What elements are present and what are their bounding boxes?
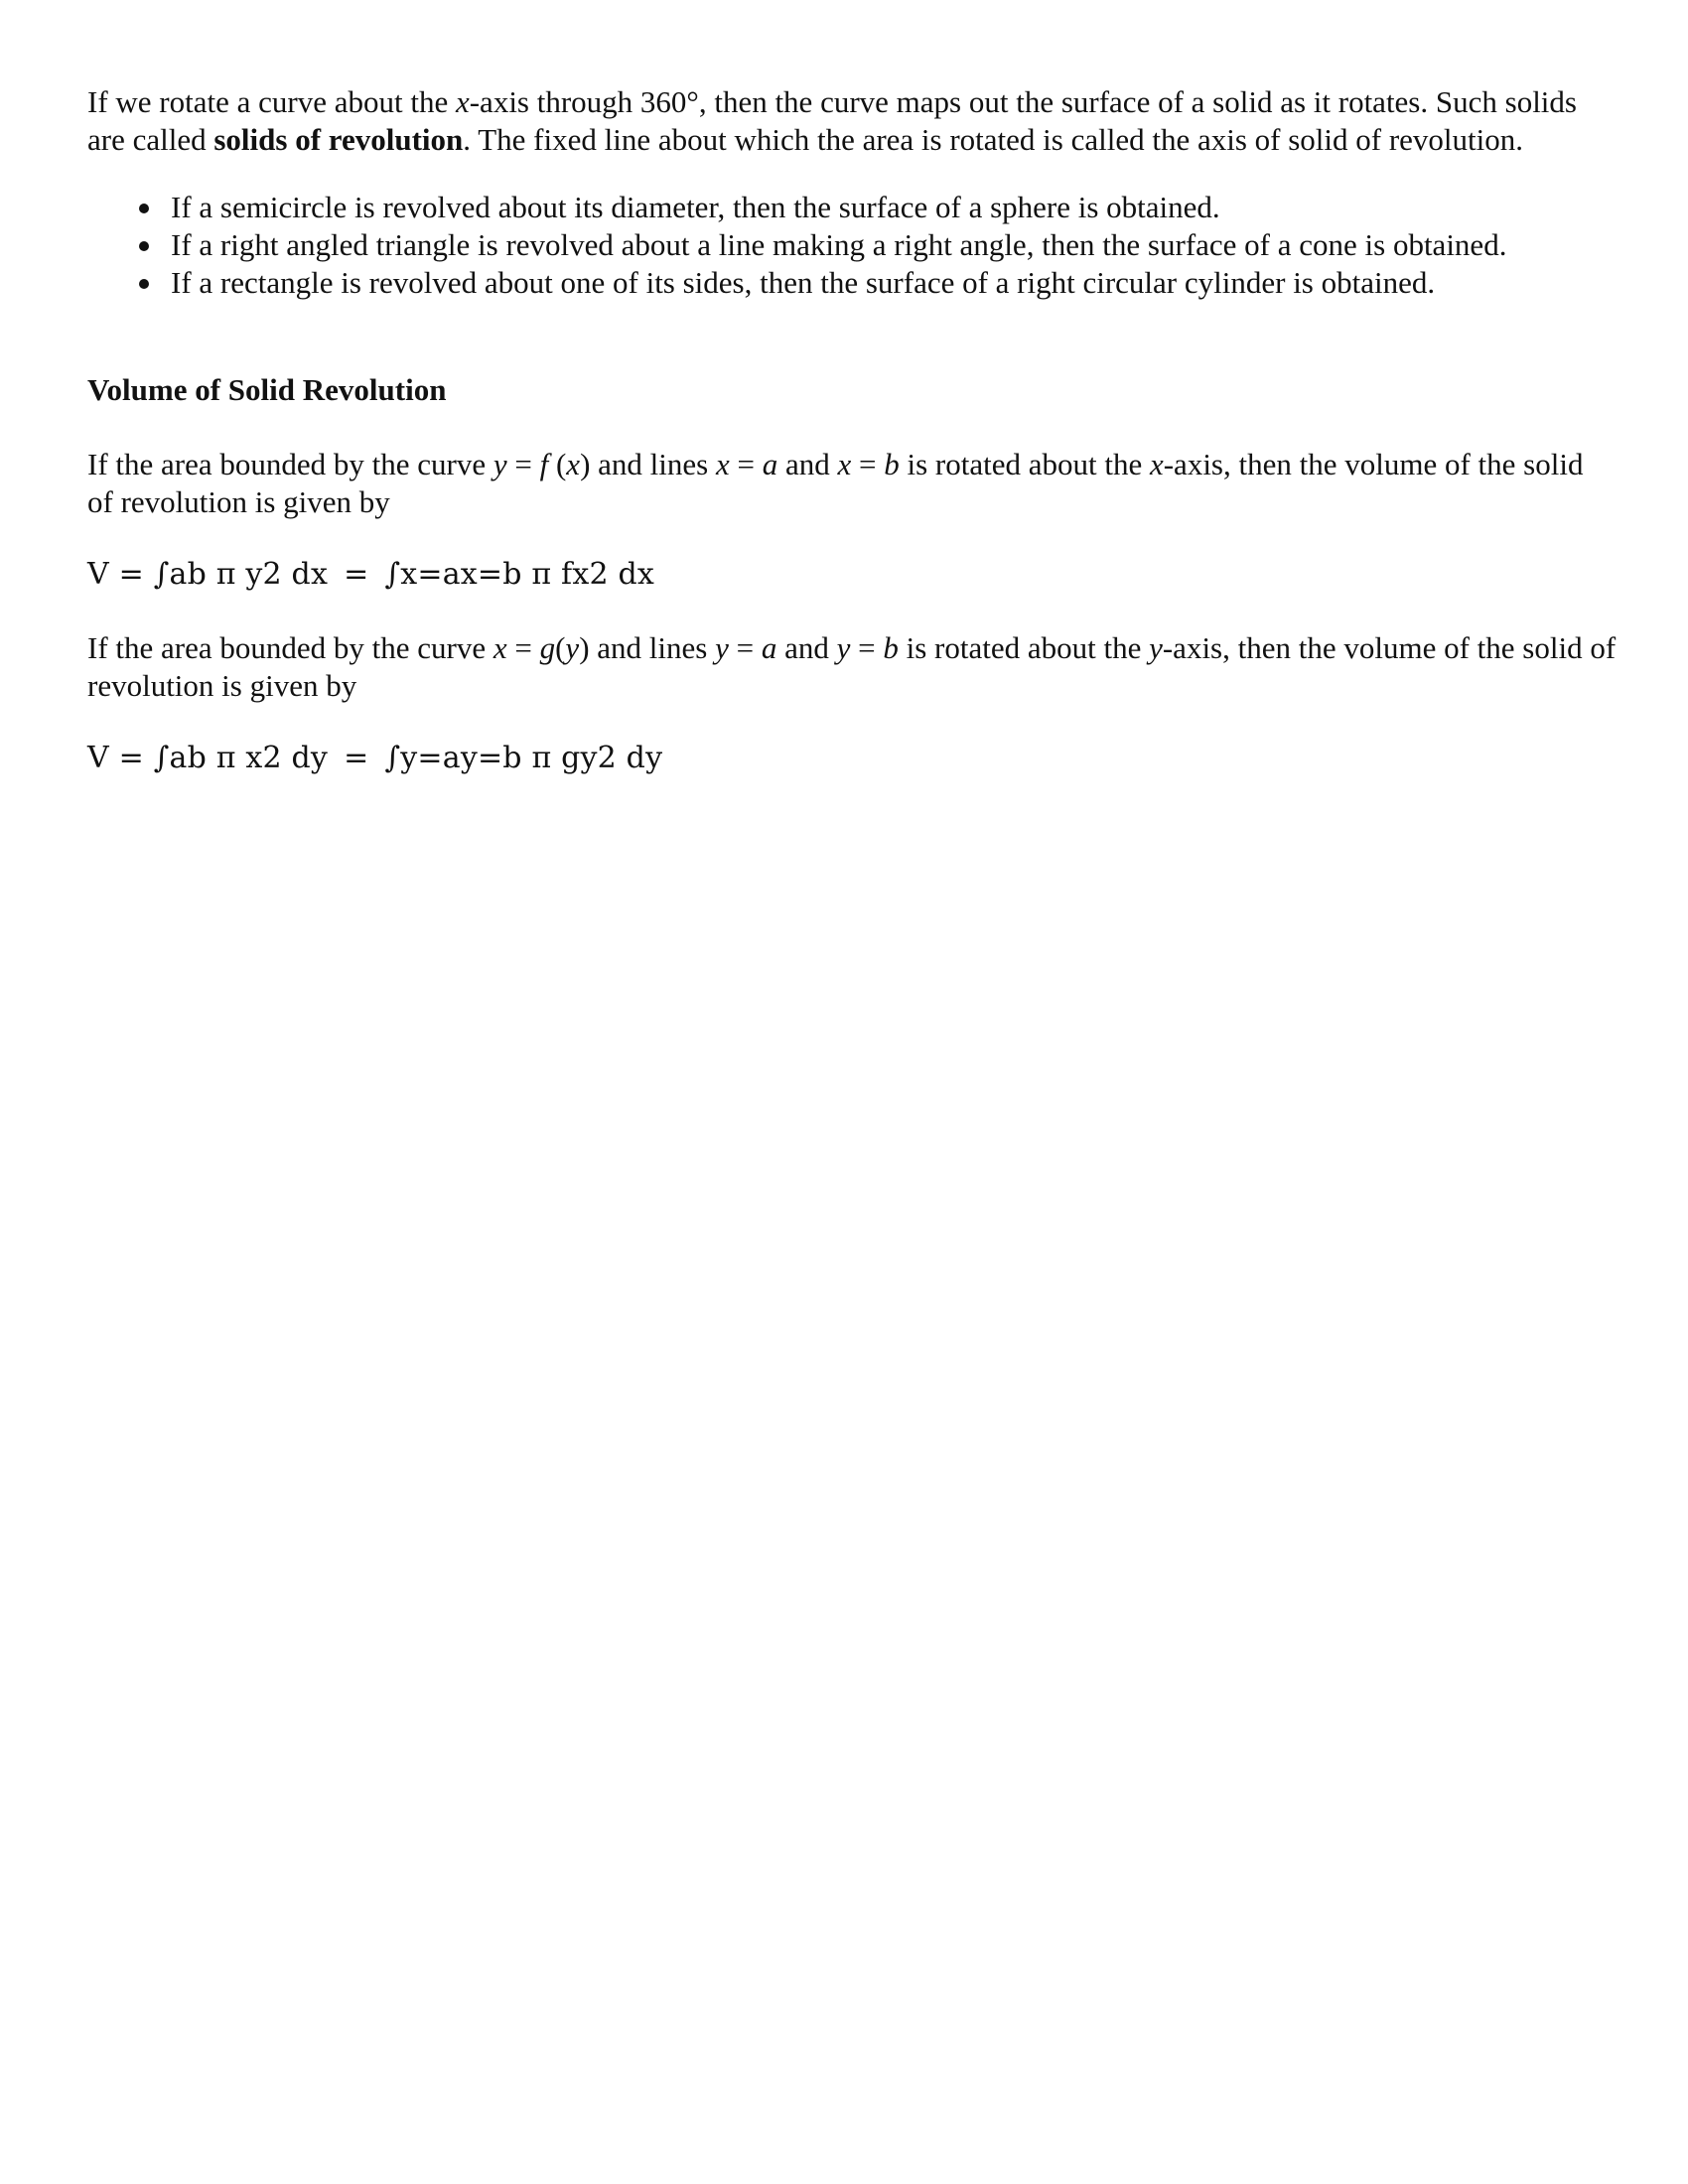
text: ( (548, 447, 567, 481)
math-var: x (837, 447, 852, 481)
intro-text: . The fixed line about which the area is rotated is called the axis of solid of revolution. (463, 122, 1524, 157)
volume-y-paragraph (87, 629, 1617, 705)
bullet-list (87, 189, 1617, 302)
formula-equals: = (344, 557, 369, 592)
list-item (87, 264, 1617, 302)
intro-paragraph (87, 83, 1617, 159)
text: = (729, 447, 763, 481)
text: If the area bounded by the curve (87, 630, 493, 665)
text: is rotated about the (899, 447, 1150, 481)
intro-text: -axis through 360°, then the curve maps out the surface of a solid as it rotates. Such solids are called (87, 84, 1577, 157)
bold-term: solids of revolution (213, 122, 464, 157)
text: ) and lines (580, 447, 716, 481)
text: ) and lines (579, 630, 716, 665)
bullet-icon (139, 279, 149, 289)
text: = (851, 447, 885, 481)
math-var: a (762, 447, 778, 481)
formula-left: V = ∫ab π y2 dx (87, 557, 329, 592)
math-var: y (565, 630, 580, 665)
math-var: x (455, 84, 470, 119)
list-item-text: If a rectangle is revolved about one of its sides, then the surface of a right circular cylinder is obtained. (171, 265, 1436, 300)
intro-text: If we rotate a curve about the (87, 84, 456, 119)
math-var: b (883, 630, 899, 665)
text: -axis, then the volume of the solid of revolution is given by (87, 630, 1617, 703)
math-var: y (492, 447, 507, 481)
math-var: y (836, 630, 851, 665)
bullet-icon (139, 241, 149, 251)
text: and (777, 447, 838, 481)
text: = (850, 630, 884, 665)
math-var: a (761, 630, 777, 665)
document-page (87, 83, 1617, 813)
text: -axis, then the volume of the solid of revolution is given by (87, 447, 1584, 519)
volume-formula-y (87, 740, 1617, 777)
text: = (506, 447, 540, 481)
math-var: y (1149, 630, 1163, 665)
formula-right: ∫x=ax=b π fx2 dx (384, 557, 655, 592)
math-var: b (884, 447, 900, 481)
list-item-text: If a right angled triangle is revolved about a line making a right angle, then the surface of a cone is obtained. (171, 227, 1507, 262)
volume-formula-x (87, 556, 1617, 594)
formula-left: V = ∫ab π x2 dy (87, 741, 329, 775)
math-var: g (539, 630, 556, 665)
bullet-icon (139, 204, 149, 213)
text: = (506, 630, 540, 665)
section-heading: Volume of Solid Revolution (87, 372, 447, 407)
math-var: f (539, 447, 549, 481)
list-item-text: If a semicircle is revolved about its diameter, then the surface of a sphere is obtained. (171, 190, 1220, 224)
formula-equals: = (344, 741, 369, 775)
text: = (728, 630, 762, 665)
formula-right: ∫y=ay=b π gy2 dy (384, 741, 663, 775)
list-item (87, 226, 1617, 264)
math-var: y (715, 630, 729, 665)
list-item (87, 189, 1617, 226)
text: ( (555, 630, 566, 665)
math-var: x (492, 630, 507, 665)
math-var: x (566, 447, 581, 481)
volume-x-paragraph (87, 446, 1617, 521)
math-var: x (715, 447, 730, 481)
text: and (776, 630, 837, 665)
text: is rotated about the (898, 630, 1150, 665)
math-var: x (1149, 447, 1164, 481)
text: If the area bounded by the curve (87, 447, 493, 481)
